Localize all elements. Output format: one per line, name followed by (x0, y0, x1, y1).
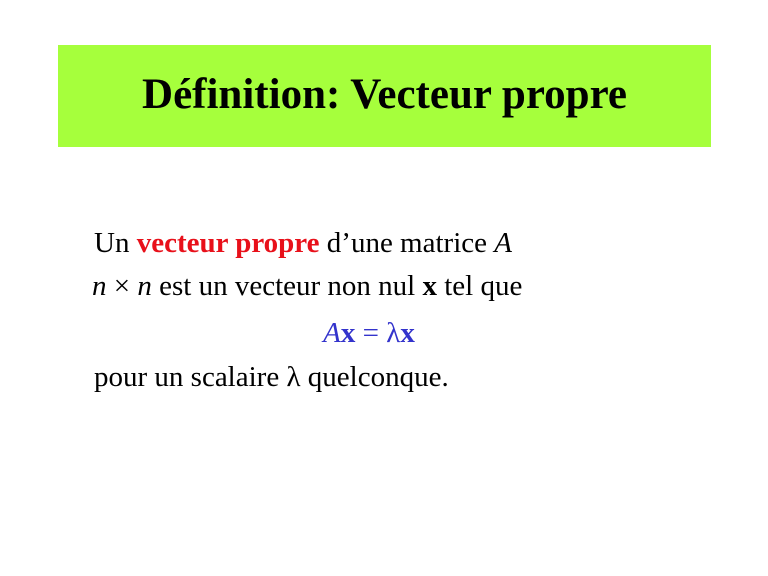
times-symbol: × (106, 270, 138, 302)
line4-prefix: pour un scalaire (94, 361, 287, 393)
matrix-symbol: A (494, 227, 512, 259)
line2-middle: est un vecteur non nul (151, 270, 423, 302)
dimension-n-1: n (92, 270, 107, 302)
equation-matrix: A (323, 317, 341, 349)
line1-middle: d’une matrice (319, 227, 495, 259)
definition-line-1 (94, 222, 714, 265)
highlighted-term: vecteur propre (136, 227, 320, 259)
equation-equals: = (355, 317, 387, 349)
definition-line-4 (94, 356, 714, 399)
line2-suffix: tel que (436, 270, 523, 302)
line4-suffix: quelconque. (300, 361, 449, 393)
equation-lambda: λ (386, 317, 401, 349)
vector-symbol: x (422, 270, 437, 302)
equation-lhs-vector: x (340, 317, 356, 349)
definition-text (94, 222, 714, 399)
eigen-equation (94, 308, 714, 358)
title-banner (58, 45, 711, 147)
dimension-n-2: n (137, 270, 152, 302)
scalar-lambda: λ (286, 361, 301, 393)
line1-prefix: Un (94, 227, 137, 259)
equation-rhs-vector: x (400, 317, 415, 349)
slide-title: Définition: Vecteur propre (142, 70, 627, 118)
definition-line-2 (92, 265, 714, 308)
